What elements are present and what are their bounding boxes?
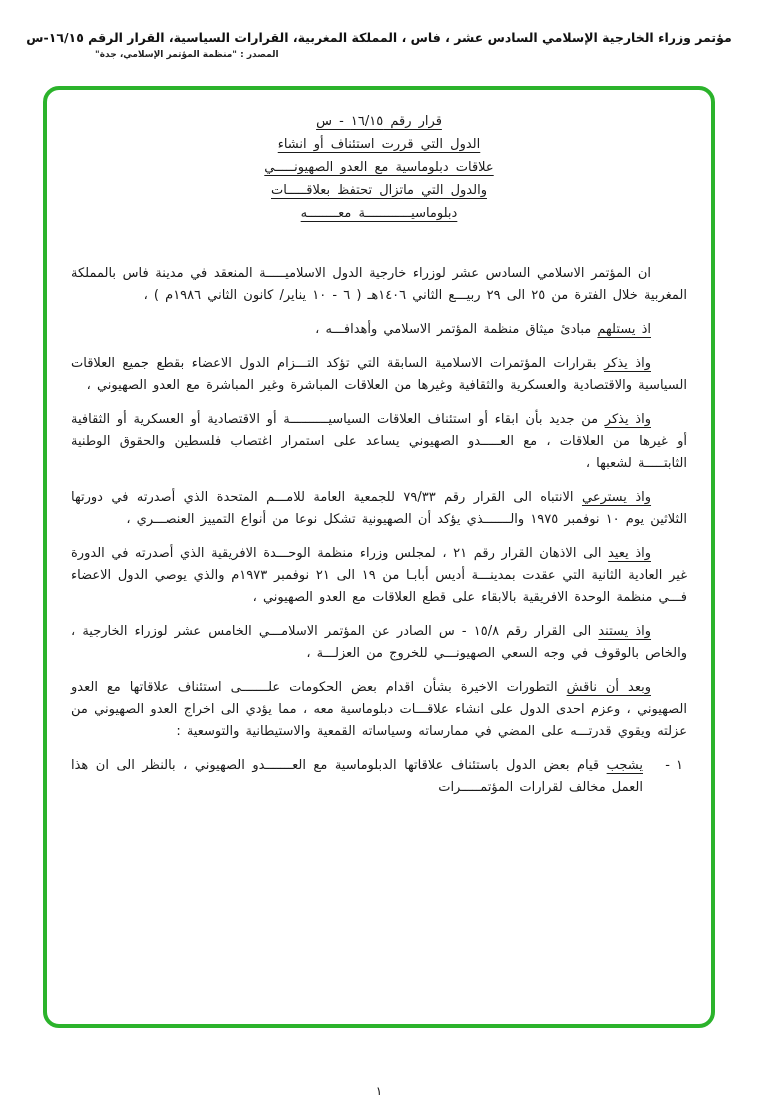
clause-lead: اذ يستلهم: [597, 322, 651, 337]
clause-lead: واذ يستند: [598, 624, 652, 639]
paragraph-preamble: [71, 263, 687, 307]
paragraph-text: من جديد بأن ابقاء أو استئناف العلاقات السياسيــــــــــة أو الاقتصادية أو العسكرية أو الثقافية أو غيرها من العلاقات ، مع العـــــدو الصهيوني يساعد على استمرار اغتصاب فلسطين والحقوق الوطنية الثابتـــــة لشعبها ،: [71, 412, 687, 471]
title-line: دبلوماسيــــــــــــة معــــــــه: [300, 206, 458, 221]
paragraph-clause: [71, 621, 687, 665]
paragraph-text: الانتباه الى القرار رقم ٧٩/٣٣ للجمعية العامة للامـــم المتحدة الذي أصدرته في دورتها الثلاثين يوم ١٠ نوفمبر ١٩٧٥ والـــــــذي يؤكد أن الصهيونية تشكل نوعا من أنواع التمييز العنصـــري ،: [71, 490, 687, 527]
title-line: والدول التي ماتزال تحتفظ بعلاقـــــات: [271, 183, 487, 198]
paragraph-text: ان المؤتمر الاسلامي السادس عشر لوزراء خارجية الدول الاسلاميـــــة المنعقد في مدينة فاس بالمملكة المغربية خلال الفترة من ٢٥ الى ٢٩ ربيـــع الثاني ١٤٠٦هـ ( ٦ - ١٠ يناير/ كانون الثاني ١٩٨٦م ) ،: [71, 266, 687, 303]
paragraph-clause: [71, 543, 687, 609]
paragraph-text: الى الاذهان القرار رقم ٢١ ، لمجلس وزراء منظمة الوحـــدة الافريقية الذي أصدرته في الدورة غير العادية الثانية التي عقدت بمدينـــة أديس أبابـا من ١٩ الى ٢١ نوفمبر ١٩٧٣م والذي يوصي الدول الاعضاء فـــي منظمة الوحدة الافريقية بالابقاء على قطع العلاقات مع العدو الصهيوني ،: [71, 546, 687, 605]
clause-lead: وبعد أن ناقش: [566, 680, 651, 695]
document-page: [0, 30, 758, 1108]
document-header: مؤتمر وزراء الخارجية الإسلامي السادس عشر ، فاس ، المملكة المغربية، القرارات السياسية، القرار الرقم ١٦/١٥-س: [26, 30, 732, 45]
item-text: [71, 755, 643, 799]
page-number: ١: [375, 1084, 383, 1098]
clause-lead: واذ يعيد: [608, 546, 651, 561]
title-line: علاقات دبلوماسية مع العدو الصهيونـــــي: [264, 160, 494, 175]
paragraph-text: الى القرار رقم ١٥/٨ - س الصادر عن المؤتمر الاسلامـــي الخامس عشر لوزراء الخارجية ، والخاص بالوقوف في وجه السعي الصهيونـــي للخروج من العزلـــة ،: [71, 624, 687, 661]
clause-lead: واذ يذكر: [603, 356, 651, 371]
item-number: ١ -: [665, 758, 683, 773]
paragraph-text: بقرارات المؤتمرات الاسلامية السابقة التي تؤكد التـــزام الدول الاعضاء بقطع جميع العلاقات السياسية والاقتصادية والعسكرية والثقافية وغيرها من العلاقات المباشرة وغير المباشرة مع العدو الصهيوني ،: [71, 356, 687, 393]
paragraph-clause: [71, 353, 687, 397]
paragraph-clause: [71, 487, 687, 531]
paragraph-clause: [71, 409, 687, 475]
numbered-item-1: [71, 755, 687, 799]
clause-lead: يشجب: [606, 758, 643, 773]
title-line: الدول التي قررت استئناف أو انشاء: [277, 137, 481, 152]
title-line: قرار رقم ١٦/١٥ - س: [316, 114, 442, 129]
clause-lead: واذ يسترعي: [581, 490, 652, 505]
resolution-body: [71, 263, 687, 799]
source-attribution: المصدر : "منظمة المؤتمر الإسلامي، جدة": [95, 50, 279, 60]
paragraph-clause: [71, 319, 687, 341]
paragraph-text: التطورات الاخيرة بشأن اقدام بعض الحكومات علـــــــى استئناف علاقاتها مع العدو الصهيوني ، وعزم احدى الدول على انشاء علاقـــات دبلوماسية معه ، مما يؤدي الى اخراج العدو الصهيوني من عزلته ويقوي قدرتـــه على المضي في ممارساته وسياساته القمعية والاستيطانية والتوسعية :: [71, 680, 687, 739]
paragraph-text: مبادئ ميثاق منظمة المؤتمر الاسلامي وأهدافـــه ،: [315, 322, 598, 337]
paragraph-clause: [71, 677, 687, 743]
paragraph-text: قيام بعض الدول باستئناف علاقاتها الدبلوماسية مع العـــــــدو الصهيوني ، بالنظر الى ان هذا العمل مخالف لقرارات المؤتمـــــرات: [71, 758, 643, 795]
document-green-frame: [43, 86, 715, 1028]
clause-lead: واذ يذكر: [604, 412, 651, 427]
resolution-title-block: [219, 110, 539, 225]
